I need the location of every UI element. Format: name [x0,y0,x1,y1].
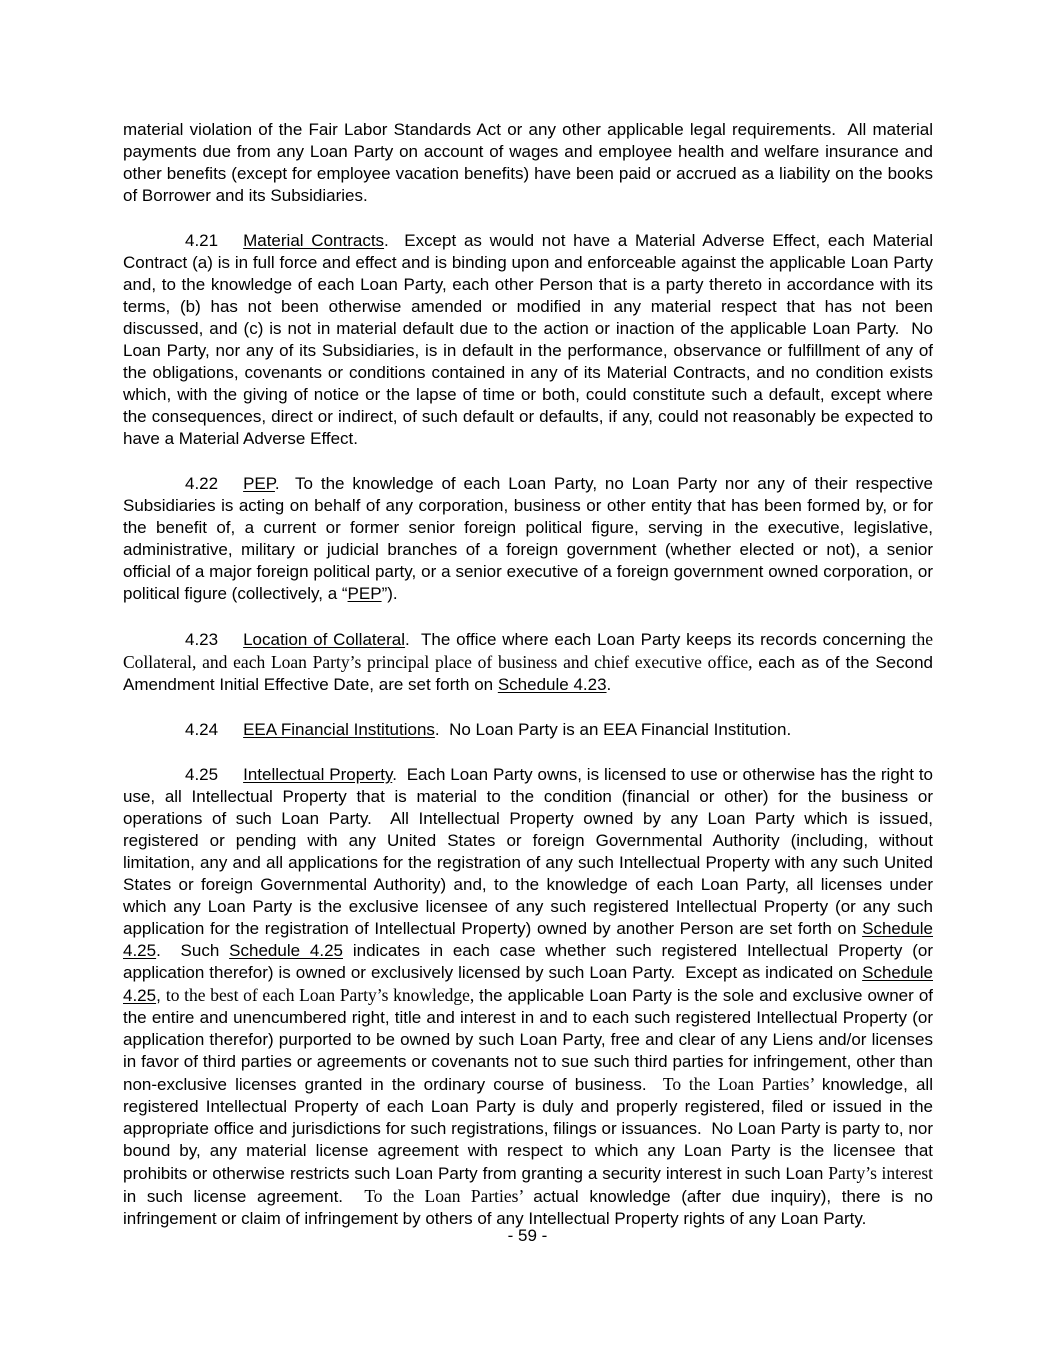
underlined-text-run: PEP [243,474,275,493]
text-run: 4.21 [185,231,219,250]
text-run: . Such [156,941,230,960]
text-run: To the Loan Parties’ [662,1074,822,1094]
underlined-text-run: Schedule 4.25 [123,963,933,1005]
text-run: in such license agreement. [123,1187,365,1206]
text-run: To the Loan Parties’ [364,1186,534,1206]
text-run: . To the knowledge of each Loan Party, no Loan Party nor any of their respective Subsidiaries is acting on behalf of any corporation, business or other entity that has been formed by, or for the benefit of, a current or former senior foreign political figure, serving in the executive, legislative, administrative, military or judicial branches of a foreign government (whether elected or not), a senior official of a major foreign political party, or a senior executive of a foreign government owned corporation, or political figure (collectively, a “ [123,474,933,603]
text-run: . No Loan Party is an EEA Financial Institution. [434,720,792,739]
section-4-21-material-contracts [123,230,933,450]
page-body [123,119,933,1253]
text-run: , [156,986,166,1005]
text-run: material violation of the Fair Labor Standards Act or any other applicable legal requirements. All material payments due from any Loan Party on account of wages and employee health and welfare insurance and other benefits (except for employee vacation benefits) have been paid or accrued as a liability on the books of Borrower and its Subsidiaries. [123,120,933,205]
underlined-text-run: Location of Collateral [243,630,405,649]
underlined-text-run: Schedule 4.25 [229,941,343,960]
para-labor-standards-continuation [123,119,933,207]
underlined-text-run: Intellectual Property [243,765,393,784]
text-run: knowledge, all registered Intellectual Property of each Loan Party is duly and properly registered, filed or issued in the appropriate office and jurisdictions for such registrations, filings or issuances. No Loan Party is party to, nor bound by, any material license agreement with respect to which any Loan Party is the licensee that prohibits or otherwise restricts such Loan Party from granting a security interest in such Loan [123,1075,933,1183]
text-run: each as of the Second Amendment Initial Effective Date, are set forth on [123,653,933,694]
text-run: . Except as would not have a Material Adverse Effect, each Material Contract (a) is in full force and effect and is binding upon and enforceable against the applicable Loan Party and, to the knowledge of each Loan Party, each other Person that is a party thereto in accordance with its terms, (b) has not been otherwise amended or modified in any material respect that has not been discussed, and (c) is not in material default due to the action or inaction of the applicable Loan Party. No Loan Party, nor any of its Subsidiaries, is in default in the performance, observance or fulfillment of any of the obligations, covenants or conditions contained in any of its Material Contracts, and no condition exists which, with the giving of notice or the lapse of time or both, could constitute such a default, except where the consequences, direct or indirect, of such default or defaults, if any, could not reasonably be expected to have a Material Adverse Effect. [123,231,933,448]
underlined-text-run: EEA Financial Institutions [243,720,435,739]
text-run: 4.25 [185,765,219,784]
section-4-23-location-of-collateral [123,628,933,696]
text-run: ”). [381,584,398,603]
text-run: indicates in each case whether such registered Intellectual Property (or application therefor) is owned or exclusively licensed by such Loan Party. Except as indicated on [123,941,933,982]
text-run: 4.24 [185,720,219,739]
underlined-text-run: PEP [347,584,382,603]
text-run: . The office where each Loan Party keeps its records concerning [404,630,912,649]
text-run: the Collateral, and each Loan Party’s principal place of business and chief executive office, [123,629,933,672]
text-run: Party’s interest [828,1163,934,1183]
underlined-text-run: Schedule 4.25 [123,919,933,960]
text-run: . [606,675,612,694]
text-run: to the best of each Loan Party’s knowledge, [165,985,479,1005]
text-run: actual knowledge (after due inquiry), there is no infringement or claim of infringement by others of any Intellectual Property rights of any Loan Party. [123,1187,933,1228]
text-run: . Each Loan Party owns, is licensed to use or otherwise has the right to use, all Intellectual Property that is material to the condition (financial or other) for the business or operations of such Loan Party. All Intellectual Property owned by any Loan Party which is issued, registered or pending with any United States or foreign Governmental Authority (including, without limitation, any and all applications for the registration of any such Intellectual Property with any such United States or foreign Governmental Authority) and, to the knowledge of each Loan Party, all licenses under which any Loan Party is the exclusive licensee of any such registered Intellectual Property (or any such application for the registration of Intellectual Property) owned by another Person are set forth on [123,765,934,938]
page-number: - 59 - [507,1226,548,1245]
section-4-25-intellectual-property [123,764,933,1230]
text-run: 4.23 [185,630,219,649]
text-run: the applicable Loan Party is the sole and exclusive owner of the entire and unencumbered right, title and interest in and to each such registered Intellectual Property (or application therefor) purported to be owned by such Loan Party, free and clear of any Liens and/or licenses in favor of third parties or agreements or covenants not to sue such third parties for infringement, other than non-exclusive licenses granted in the ordinary course of business. [123,986,933,1094]
text-run: 4.22 [185,474,219,493]
section-4-24-eea-financial-institutions [123,719,933,741]
underlined-text-run: Material Contracts [243,231,385,250]
section-4-22-pep [123,473,933,605]
underlined-text-run: Schedule 4.23 [497,675,607,694]
